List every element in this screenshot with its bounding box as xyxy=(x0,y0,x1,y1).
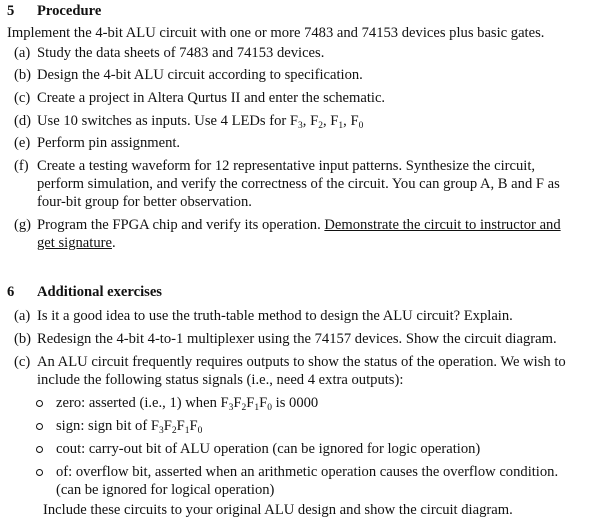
item-5a-text: Study the data sheets of 7483 and 74153 devices. xyxy=(37,45,325,61)
item-6b-label: (b) xyxy=(14,331,32,347)
bullet-of-marker xyxy=(36,469,43,476)
item-5g-label: (g) xyxy=(14,217,32,233)
item-5e-label: (e) xyxy=(14,135,31,151)
item-5e-text: Perform pin assignment. xyxy=(37,135,181,151)
item-6c-line2: include the following status signals (i.e., need 4 extra outputs): xyxy=(37,372,404,388)
item-5f-line1: Create a testing waveform for 12 representative input patterns. Synthesize the circuit, xyxy=(37,158,536,174)
item-5a-label: (a) xyxy=(14,45,31,61)
item-5g-line1: Program the FPGA chip and verify its operation. Demonstrate the circuit to instructor and xyxy=(37,217,561,233)
item-5d-label: (d) xyxy=(14,113,32,129)
bullet-of-line2: (can be ignored for logical operation) xyxy=(56,482,275,498)
item-5f-line2: perform simulation, and verify the correctness of the circuit. You can group A, B and F as xyxy=(37,176,560,192)
item-5f-label: (f) xyxy=(14,158,29,174)
bullet-zero-text: zero: asserted (i.e., 1) when $F_3F_2F_1F_0$ is 0000 xyxy=(56,395,319,413)
item-6c-label: (c) xyxy=(14,354,31,370)
bullet-zero-marker xyxy=(36,400,43,407)
bullet-of-line1: of: overflow bit, asserted when an arithmetic operation causes the overflow condition. xyxy=(56,464,559,480)
item-6b-text: Redesign the 4-bit 4-to-1 multiplexer using the 74157 devices. Show the circuit diagram. xyxy=(37,331,557,347)
bullet-cout-marker xyxy=(36,446,43,453)
section6-closing: Include these circuits to your original ALU design and show the circuit diagram. xyxy=(43,502,513,518)
section5-title: Procedure xyxy=(37,3,102,19)
section6-title: Additional exercises xyxy=(37,284,162,300)
item-5g-line2: get signature. xyxy=(37,235,116,251)
section6-number: 6 xyxy=(7,284,15,300)
section5-number: 5 xyxy=(7,3,15,19)
item-5b-text: Design the 4-bit ALU circuit according to specification. xyxy=(37,67,363,83)
item-6a-text: Is it a good idea to use the truth-table method to design the ALU circuit? Explain. xyxy=(37,308,513,324)
item-5c-text: Create a project in Altera Qurtus II and enter the schematic. xyxy=(37,90,386,106)
signature-underlined: get signature xyxy=(37,235,112,251)
bullet-cout-text: cout: carry-out bit of ALU operation (can be ignored for logic operation) xyxy=(56,441,481,457)
bullet-sign-text: sign: sign bit of $F_3F_2F_1F_0$ xyxy=(56,418,203,436)
item-5c-label: (c) xyxy=(14,90,31,106)
item-5f-line3: four-bit group for better observation. xyxy=(37,194,252,210)
item-6c-line1: An ALU circuit frequently requires outputs to show the status of the operation. We wish to xyxy=(37,354,566,370)
bullet-sign-marker xyxy=(36,423,43,430)
demonstrate-underlined: Demonstrate the circuit to instructor and xyxy=(324,217,561,233)
item-5d-text: Use 10 switches as inputs. Use 4 LEDs for $F_3$, $F_2$, $F_1$, $F_0$ xyxy=(37,113,364,131)
item-5b-label: (b) xyxy=(14,67,32,83)
item-6a-label: (a) xyxy=(14,308,31,324)
section5-intro: Implement the 4-bit ALU circuit with one or more 7483 and 74153 devices plus basic gates. xyxy=(7,25,545,41)
